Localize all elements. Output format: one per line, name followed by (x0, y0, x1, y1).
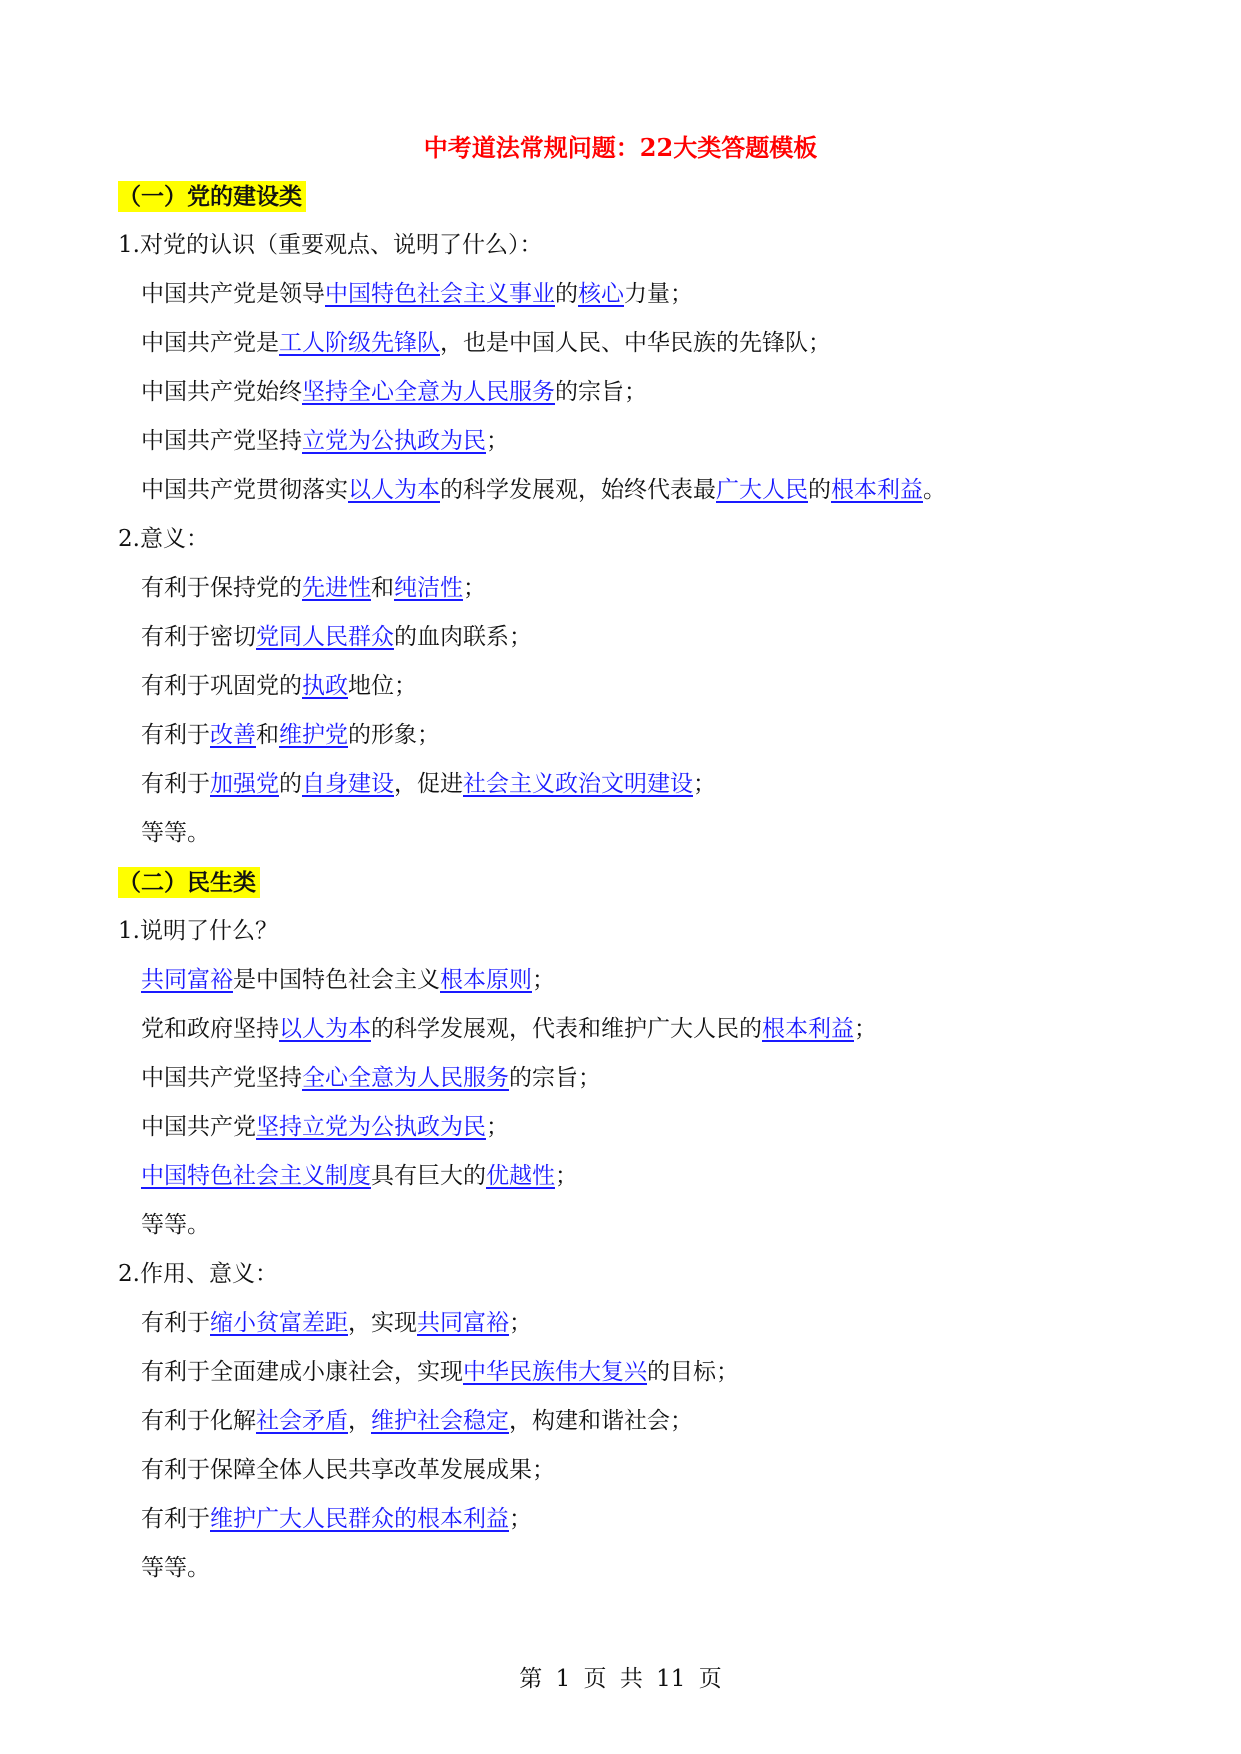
answer-text: ； (486, 1114, 509, 1140)
answer-text: 有利于 (141, 722, 210, 748)
keyword-link[interactable]: 工人阶级先锋队 (279, 330, 440, 356)
answer-line (118, 809, 1138, 858)
answer-line (118, 956, 1138, 1005)
keyword-link[interactable]: 维护广大人民群众的根本利益 (210, 1506, 509, 1532)
keyword-link[interactable]: 坚持立党为公执政为民 (256, 1114, 486, 1140)
answer-text: 的科学发展观，代表和维护广大人民的 (371, 1016, 762, 1042)
answer-text: 具有巨大的 (371, 1163, 486, 1189)
answer-text: ； (854, 1016, 877, 1042)
keyword-link[interactable]: 加强党 (210, 771, 279, 797)
answer-text: 的形象； (348, 722, 440, 748)
page-footer: 第 1 页 共 11 页 (519, 1666, 722, 1692)
answer-text: 有利于密切 (141, 624, 256, 650)
answer-line (118, 1201, 1138, 1250)
answer-text: 。 (923, 477, 946, 503)
answer-line (118, 1348, 1138, 1397)
answer-text: 的 (808, 477, 831, 503)
answer-text: 的 (555, 281, 578, 307)
keyword-link[interactable]: 根本利益 (762, 1016, 854, 1042)
answer-text: 的宗旨； (509, 1065, 601, 1091)
keyword-link[interactable]: 广大人民 (716, 477, 808, 503)
answer-line (118, 1299, 1138, 1348)
answer-line (118, 417, 1138, 466)
answer-text: ，也是中国人民、中华民族的先锋队； (440, 330, 831, 356)
keyword-link[interactable]: 执政 (302, 673, 348, 699)
answer-text: 中国共产党贯彻落实 (141, 477, 348, 503)
answer-line (118, 319, 1138, 368)
answer-text: ； (509, 1310, 532, 1336)
answer-line (118, 1152, 1138, 1201)
keyword-link[interactable]: 根本利益 (831, 477, 923, 503)
keyword-link[interactable]: 中国特色社会主义制度 (141, 1163, 371, 1189)
keyword-link[interactable]: 坚持全心全意为人民服务 (302, 379, 555, 405)
answer-text: ； (486, 428, 509, 454)
answer-text: 有利于 (141, 771, 210, 797)
keyword-link[interactable]: 自身建设 (302, 771, 394, 797)
answer-line (118, 1005, 1138, 1054)
keyword-link[interactable]: 社会主义政治文明建设 (463, 771, 693, 797)
section-heading-text: （二）民生类 (118, 867, 260, 898)
keyword-link[interactable]: 缩小贫富差距 (210, 1310, 348, 1336)
section-heading (118, 172, 1138, 221)
answer-text: 中国共产党坚持 (141, 1065, 302, 1091)
keyword-link[interactable]: 维护社会稳定 (371, 1408, 509, 1434)
keyword-link[interactable]: 社会矛盾 (256, 1408, 348, 1434)
keyword-link[interactable]: 全心全意为人民服务 (302, 1065, 509, 1091)
answer-line (118, 1397, 1138, 1446)
answer-text: 中国共产党 (141, 1114, 256, 1140)
answer-text: 中国共产党是 (141, 330, 279, 356)
section-heading (118, 858, 1138, 907)
answer-text: 的 (279, 771, 302, 797)
question-label: 2.作用、意义： (118, 1261, 278, 1287)
answer-line (118, 662, 1138, 711)
answer-line (118, 760, 1138, 809)
answer-text: ； (463, 575, 486, 601)
keyword-link[interactable]: 中华民族伟大复兴 (463, 1359, 647, 1385)
answer-text: ； (555, 1163, 578, 1189)
answer-text: 的科学发展观，始终代表最 (440, 477, 716, 503)
answer-text: 中国共产党是领导 (141, 281, 325, 307)
answer-line (118, 1446, 1138, 1495)
question-label: 1.对党的认识（重要观点、说明了什么）： (118, 232, 543, 258)
answer-line (118, 1495, 1138, 1544)
page-title: 中考道法常规问题：22大类答题模板 (423, 133, 818, 162)
answer-text: 中国共产党坚持 (141, 428, 302, 454)
answer-text: ，促进 (394, 771, 463, 797)
keyword-link[interactable]: 共同富裕 (141, 967, 233, 993)
answer-text: 有利于化解 (141, 1408, 256, 1434)
answer-text: 的宗旨； (555, 379, 647, 405)
keyword-link[interactable]: 中国特色社会主义事业 (325, 281, 555, 307)
keyword-link[interactable]: 根本原则 (440, 967, 532, 993)
answer-text: 有利于巩固党的 (141, 673, 302, 699)
answer-text: 有利于全面建成小康社会，实现 (141, 1359, 463, 1385)
keyword-link[interactable]: 以人为本 (348, 477, 440, 503)
answer-text: ； (693, 771, 716, 797)
answer-text: 力量； (624, 281, 693, 307)
answer-text: ； (532, 967, 555, 993)
keyword-link[interactable]: 以人为本 (279, 1016, 371, 1042)
answer-line (118, 711, 1138, 760)
answer-text: 地位； (348, 673, 417, 699)
keyword-link[interactable]: 核心 (578, 281, 624, 307)
answer-text: 是中国特色社会主义 (233, 967, 440, 993)
keyword-link[interactable]: 立党为公执政为民 (302, 428, 486, 454)
keyword-link[interactable]: 改善 (210, 722, 256, 748)
keyword-link[interactable]: 共同富裕 (417, 1310, 509, 1336)
answer-text: 等等。 (141, 820, 210, 846)
keyword-link[interactable]: 先进性 (302, 575, 371, 601)
answer-line (118, 466, 1138, 515)
answer-text: 有利于保持党的 (141, 575, 302, 601)
section-heading-text: （一）党的建设类 (118, 181, 306, 212)
keyword-link[interactable]: 维护党 (279, 722, 348, 748)
answer-line (118, 1103, 1138, 1152)
answer-text: 和 (371, 575, 394, 601)
answer-text: 有利于保障全体人民共享改革发展成果； (141, 1457, 555, 1483)
answer-line (118, 1054, 1138, 1103)
keyword-link[interactable]: 党同人民群众 (256, 624, 394, 650)
answer-text: ， (348, 1408, 371, 1434)
keyword-link[interactable]: 纯洁性 (394, 575, 463, 601)
answer-text: 等等。 (141, 1555, 210, 1581)
answer-line (118, 270, 1138, 319)
answer-text: 党和政府坚持 (141, 1016, 279, 1042)
answer-text: 有利于 (141, 1506, 210, 1532)
answer-line (118, 564, 1138, 613)
answer-text: 的目标； (647, 1359, 739, 1385)
answer-text: 和 (256, 722, 279, 748)
document-body (118, 172, 1138, 1593)
question-label: 1.说明了什么？ (118, 918, 278, 944)
answer-text: 的血肉联系； (394, 624, 532, 650)
answer-text: ； (509, 1506, 532, 1532)
answer-text: 有利于 (141, 1310, 210, 1336)
question-label: 2.意义： (118, 526, 209, 552)
answer-text: 中国共产党始终 (141, 379, 302, 405)
answer-text: ，构建和谐社会； (509, 1408, 693, 1434)
answer-text: 等等。 (141, 1212, 210, 1238)
answer-line (118, 368, 1138, 417)
keyword-link[interactable]: 优越性 (486, 1163, 555, 1189)
answer-line (118, 1544, 1138, 1593)
answer-line (118, 613, 1138, 662)
answer-text: ，实现 (348, 1310, 417, 1336)
